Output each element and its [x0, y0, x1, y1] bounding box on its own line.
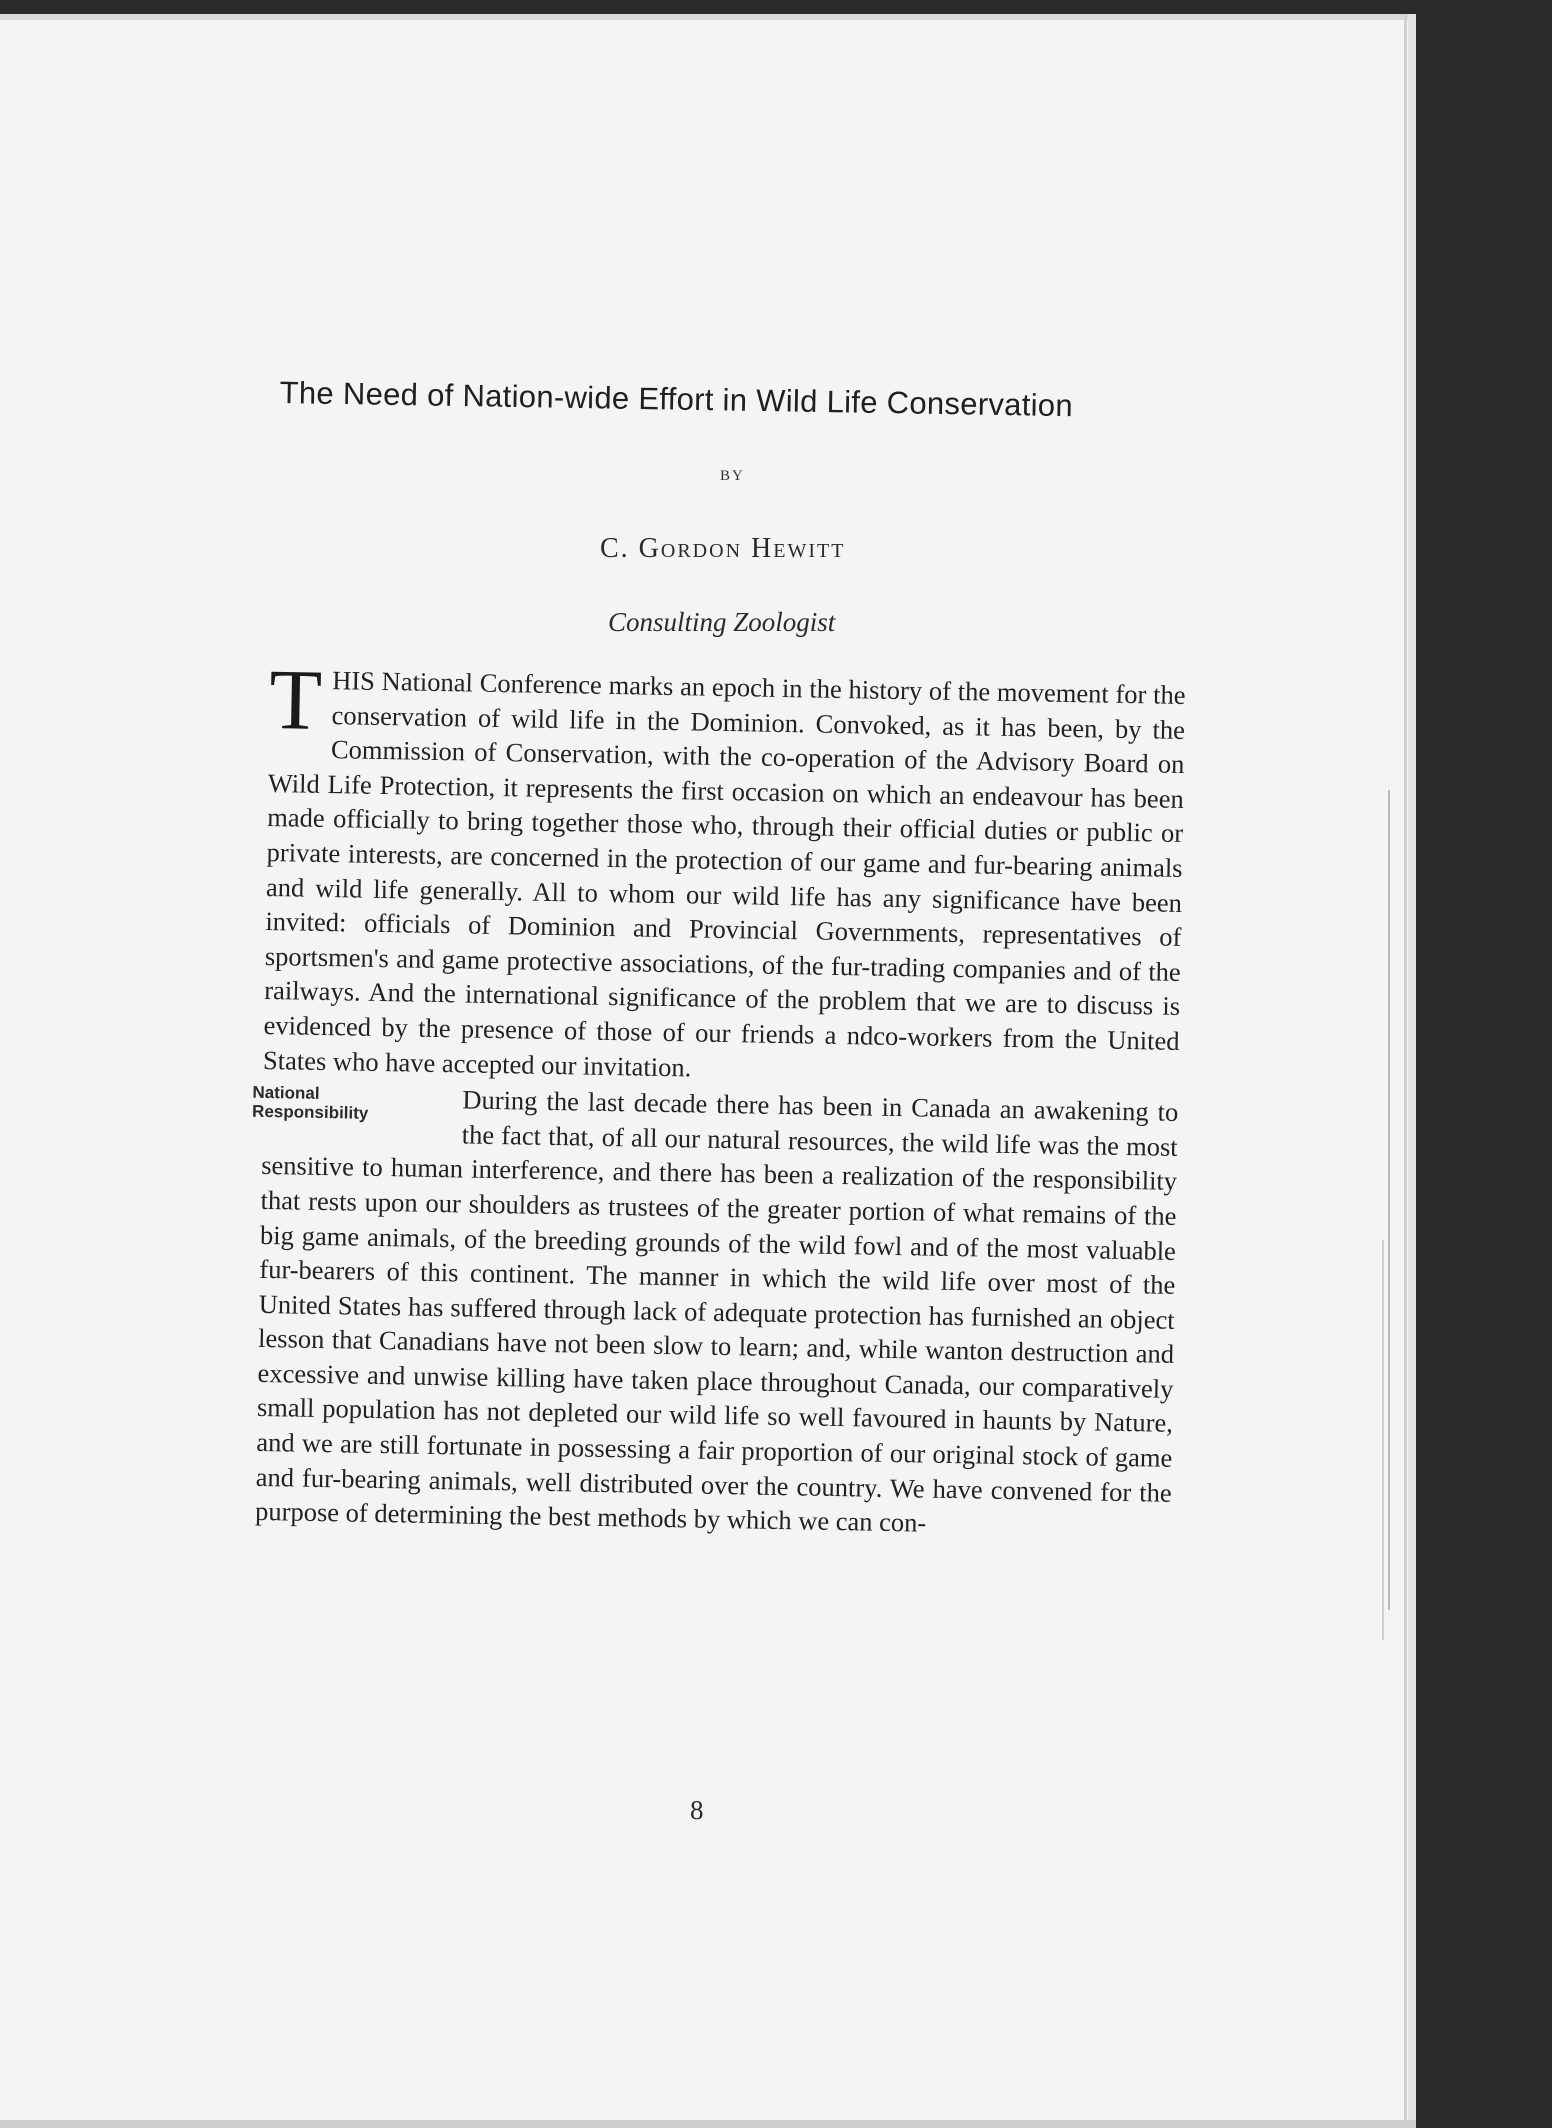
- article-title: The Need of Nation-wide Effort in Wild Life Conservation: [279, 375, 1074, 424]
- side-heading-line1: National: [252, 1082, 320, 1104]
- article-body: [251, 651, 1186, 1545]
- scan-shadow-top: [0, 14, 1552, 20]
- paragraph-intro-text: HIS National Conference marks an epoch in the history of the movement for the conservation of wild life in the Dominion. Convoked, as it has been, by the Commission of Conservation, with the co-operation of the Advisory Board on Wild Life Protection, it represents the first occasion on which an endeavour has been made officially to bring together those who, through their official duties or public or private interests, are concerned in the protection of our game and fur-bearing animals and wild life generally. All to whom our wild life has any significance have been invited: officials of Dominion and Provincial Governments, representatives of sportsmen's and game protective associations, of the fur-trading companies and of the railways. And the international significance of the problem that we are to discuss is evidenced by the presence of those of our friends a ndco-workers from the United States who have accepted our invitation.: [262, 665, 1186, 1082]
- author-name: C. Gordon Hewitt: [600, 533, 846, 564]
- page-edge-shadow: [1404, 14, 1407, 2128]
- paragraph-intro: [262, 651, 1186, 1093]
- scan-border-right: [1416, 0, 1552, 2128]
- page-number: 8: [690, 1795, 704, 1825]
- scan-border-bottom: [0, 2120, 1416, 2128]
- margin-mark-secondary: [1382, 1240, 1384, 1640]
- drop-cap: T: [268, 651, 323, 748]
- side-heading-line2: Responsibility: [251, 1101, 369, 1123]
- author-role: Consulting Zoologist: [608, 607, 836, 637]
- page-edge: [1408, 14, 1416, 2128]
- paragraph-section1: During the last decade there has been in Canada an awakening to the fact that, of all our natural resources, the wild life was the most sensitive to human interference, and there has been a realization of the responsibility that rests upon our shoulders as trustees of the greater portion of what remains of the big game animals, of the breeding grounds of the wild fowl and of the most valuable fur-bearers of this continent. The manner in which the wild life over most of the United States has suffered through lack of adequate protection has furnished an object lesson that Canadians have not been slow to learn; and, while wanton destruction and excessive and unwise killing have taken place throughout Canada, our comparatively small population has not depleted our wild life so well favoured in haunts by Nature, and we are still fortunate in possessing a fair proportion of our original stock of game and fur-bearing animals, well distributed over the country. We have convened for the purpose of determining the best methods by which we can con-: [254, 1084, 1179, 1538]
- byline-label: BY: [720, 468, 745, 484]
- side-heading: [252, 1083, 453, 1124]
- margin-mark: [1388, 790, 1390, 1610]
- scan-border-top: [0, 0, 1552, 14]
- section-national-responsibility: [251, 1079, 1179, 1545]
